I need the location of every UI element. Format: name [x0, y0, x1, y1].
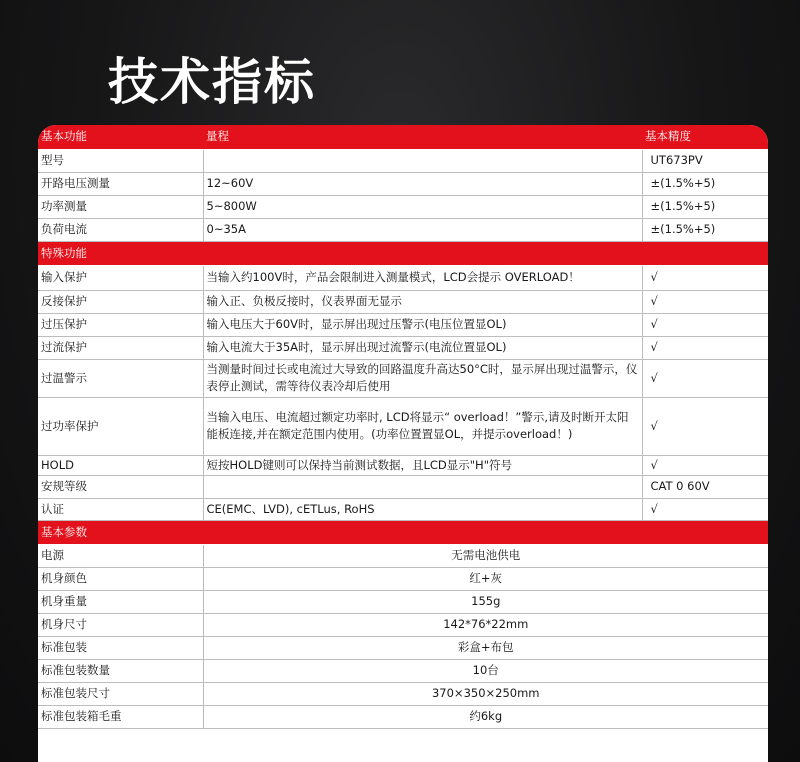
params-section-row	[38, 520, 768, 544]
basic-row-name: 负荷电流	[38, 218, 203, 241]
basic-row	[38, 149, 768, 172]
param-row-name: 机身尺寸	[38, 613, 203, 636]
special-row-mark: √	[642, 359, 768, 397]
basic-row	[38, 218, 768, 241]
param-row	[38, 682, 768, 705]
special-row-name: 反接保护	[38, 290, 203, 313]
param-row	[38, 590, 768, 613]
basic-row-range: 0~35A	[203, 218, 642, 241]
special-row-mark: √	[642, 455, 768, 475]
special-row-desc: 当输入电压、电流超过额定功率时, LCD将显示“ overload！”警示,请及时断开太阳能板连接,并在额定范围内使用。(功率位置置显OL，并提示overload！)	[203, 397, 642, 455]
special-row-desc: 输入电压大于60V时，显示屏出现过压警示(电压位置显OL)	[203, 313, 642, 336]
basic-row-name: 开路电压测量	[38, 172, 203, 195]
param-row	[38, 705, 768, 728]
param-row	[38, 659, 768, 682]
special-row-name: 过压保护	[38, 313, 203, 336]
special-row-mark: CAT 0 60V	[642, 475, 768, 498]
table-header-row	[38, 125, 768, 149]
params-section-title: 基本参数	[38, 520, 768, 544]
param-row-name: 标准包装	[38, 636, 203, 659]
basic-row-accuracy: UT673PV	[642, 149, 768, 172]
special-row-desc: 当测量时间过长或电流过大导致的回路温度升高达50°C时，显示屏出现过温警示，仪表停止测试，需等待仪表冷却后使用	[203, 359, 642, 397]
basic-row-name: 功率测量	[38, 195, 203, 218]
param-row-value: 彩盒+布包	[203, 636, 768, 659]
param-row	[38, 544, 768, 567]
special-row	[38, 265, 768, 290]
special-row-desc: 输入电流大于35A时，显示屏出现过流警示(电流位置显OL)	[203, 336, 642, 359]
special-row	[38, 455, 768, 475]
param-row-value: 142*76*22mm	[203, 613, 768, 636]
param-row-value: 红+灰	[203, 567, 768, 590]
param-row-name: 标准包装数量	[38, 659, 203, 682]
special-row	[38, 336, 768, 359]
spec-table	[38, 125, 768, 729]
param-row-value: 无需电池供电	[203, 544, 768, 567]
param-row-value: 370×350×250mm	[203, 682, 768, 705]
special-row-mark: √	[642, 498, 768, 520]
param-row-name: 标准包装箱毛重	[38, 705, 203, 728]
param-row	[38, 567, 768, 590]
header-accuracy: 基本精度	[642, 125, 768, 149]
header-range: 量程	[203, 125, 642, 149]
special-row-mark: √	[642, 336, 768, 359]
special-row-name: 认证	[38, 498, 203, 520]
special-row	[38, 359, 768, 397]
basic-row-range: 12~60V	[203, 172, 642, 195]
param-row-name: 机身颜色	[38, 567, 203, 590]
special-row-name: HOLD	[38, 455, 203, 475]
basic-row-accuracy: ±(1.5%+5)	[642, 172, 768, 195]
special-section-row	[38, 241, 768, 265]
special-row-name: 过流保护	[38, 336, 203, 359]
special-row-desc: 当输入约100V时，产品会限制进入测量模式，LCD会提示 OVERLOAD！	[203, 265, 642, 290]
basic-row-accuracy: ±(1.5%+5)	[642, 218, 768, 241]
basic-row-range	[203, 149, 642, 172]
special-row	[38, 475, 768, 498]
special-row	[38, 313, 768, 336]
special-row-desc: 短按HOLD键则可以保持当前测试数据，且LCD显示"H"符号	[203, 455, 642, 475]
special-row-desc	[203, 475, 642, 498]
special-row-desc: CE(EMC、LVD), cETLus, RoHS	[203, 498, 642, 520]
page-title: 技术指标	[108, 53, 316, 111]
basic-row-name: 型号	[38, 149, 203, 172]
special-row-desc: 输入正、负极反接时，仪表界面无显示	[203, 290, 642, 313]
special-row	[38, 498, 768, 520]
special-row-mark: √	[642, 290, 768, 313]
basic-row	[38, 195, 768, 218]
param-row-value: 约6kg	[203, 705, 768, 728]
special-row-name: 过功率保护	[38, 397, 203, 455]
param-row	[38, 636, 768, 659]
param-row-value: 155g	[203, 590, 768, 613]
special-row-name: 输入保护	[38, 265, 203, 290]
header-basic-function: 基本功能	[38, 125, 203, 149]
special-row-mark: √	[642, 313, 768, 336]
param-row-value: 10台	[203, 659, 768, 682]
special-row-mark: √	[642, 265, 768, 290]
special-row-name: 过温警示	[38, 359, 203, 397]
param-row-name: 标准包装尺寸	[38, 682, 203, 705]
basic-row-range: 5~800W	[203, 195, 642, 218]
param-row-name: 机身重量	[38, 590, 203, 613]
param-row-name: 电源	[38, 544, 203, 567]
basic-row	[38, 172, 768, 195]
special-row	[38, 397, 768, 455]
basic-row-accuracy: ±(1.5%+5)	[642, 195, 768, 218]
special-row-mark: √	[642, 397, 768, 455]
special-section-title: 特殊功能	[38, 241, 768, 265]
param-row	[38, 613, 768, 636]
spec-table-card	[38, 125, 768, 762]
special-row	[38, 290, 768, 313]
special-row-name: 安规等级	[38, 475, 203, 498]
